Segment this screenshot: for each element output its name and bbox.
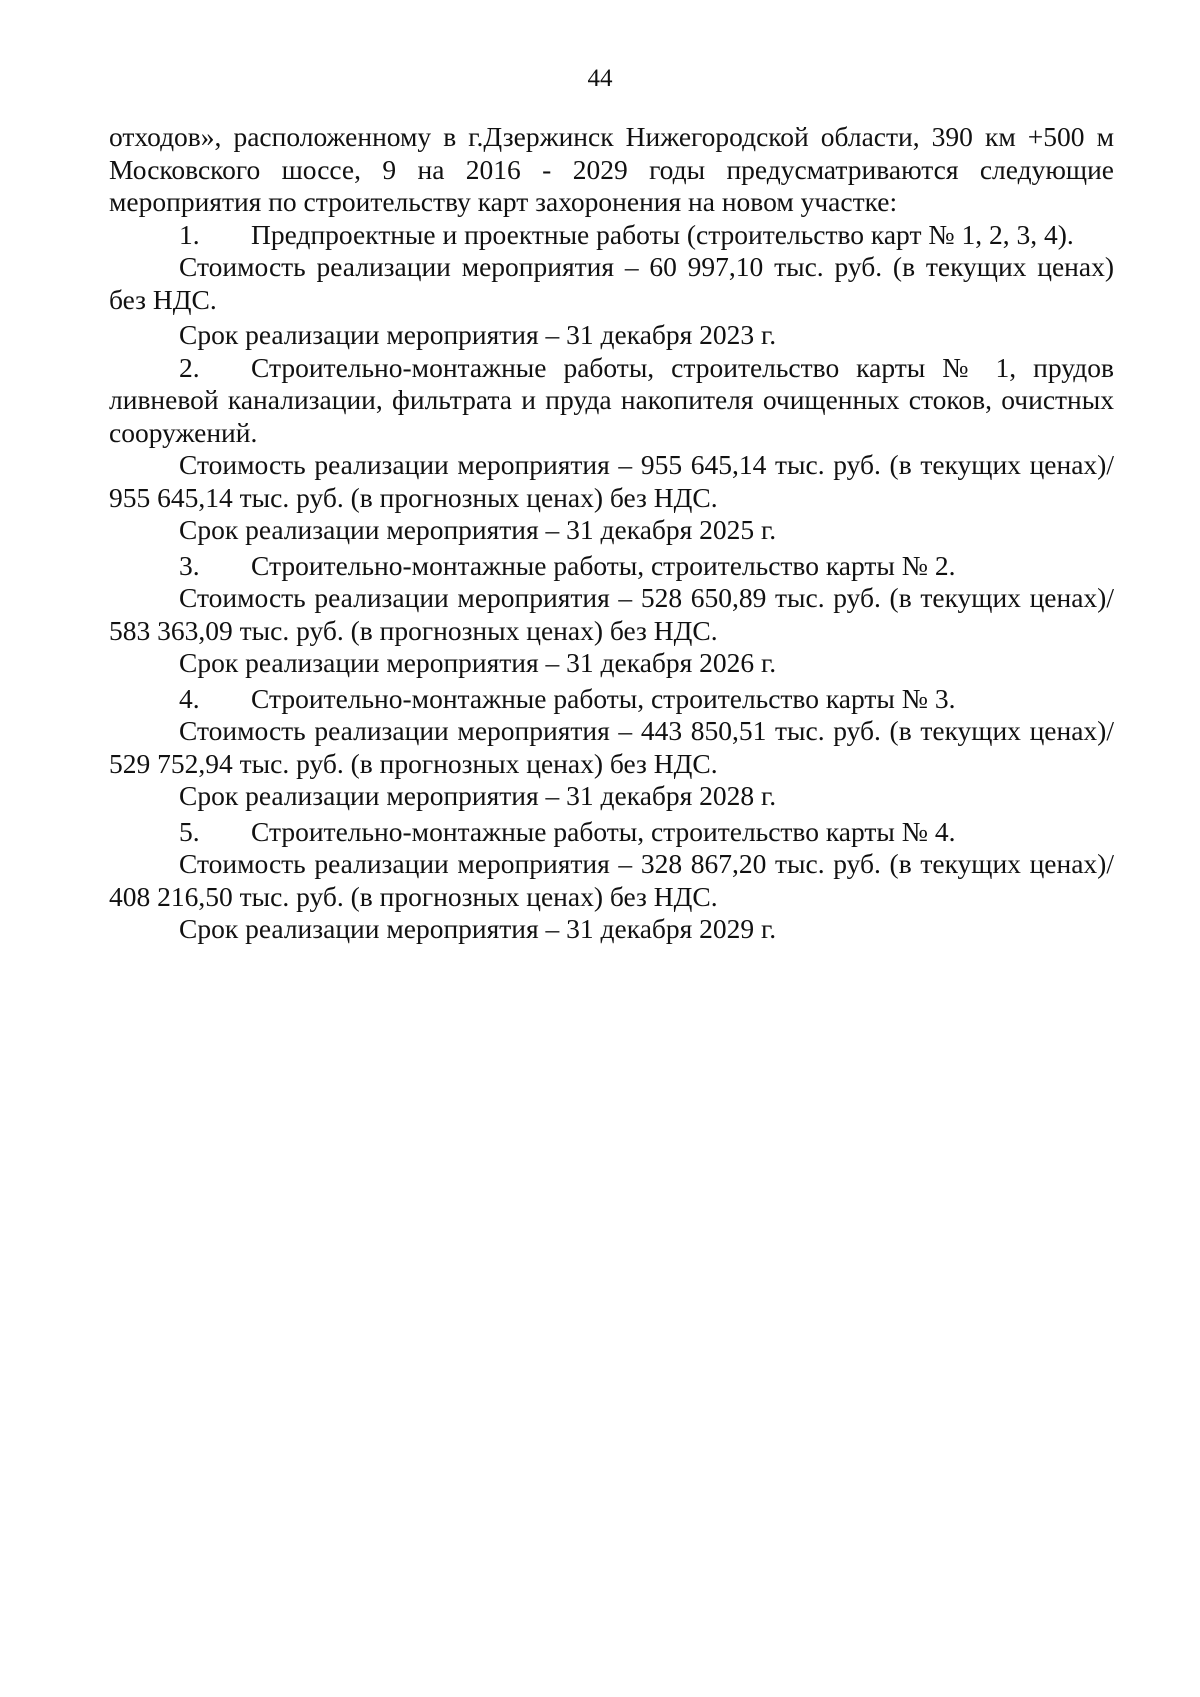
item-number: 3.: [179, 549, 200, 581]
page-number: 44: [587, 65, 613, 92]
item-title: Предпроектные и проектные работы (строительство карт № 1, 2, 3, 4).: [251, 218, 1074, 250]
item-deadline: Срок реализации мероприятия – 31 декабря 2025 г.: [179, 514, 777, 545]
list-item-5: [109, 816, 1114, 849]
item-deadline: Срок реализации мероприятия – 31 декабря 2026 г.: [179, 647, 777, 678]
item-cost: Стоимость реализации мероприятия – 328 867,20 тыс. руб. (в текущих ценах)/ 408 216,50 тыс. руб. (в прогнозных ценах) без НДС.: [109, 848, 1114, 912]
item-title: Строительно-монтажные работы, строительство карты № 3.: [251, 682, 956, 714]
item-number: 5.: [179, 815, 200, 847]
intro-paragraph: отходов», расположенному в г.Дзержинск Нижегородской области, 390 км +500 м Московского шоссе, 9 на 2016 - 2029 годы предусматриваются следующие мероприятия по строительству карт захоронения на новом участке:: [109, 121, 1114, 217]
item-cost: Стоимость реализации мероприятия – 955 645,14 тыс. руб. (в текущих ценах)/ 955 645,14 тыс. руб. (в прогнозных ценах) без НДС.: [109, 449, 1114, 513]
item-deadline: Срок реализации мероприятия – 31 декабря 2029 г.: [179, 913, 777, 944]
item-title: Строительно-монтажные работы, строительство карты № 4.: [251, 815, 956, 847]
item-number: 2.: [179, 351, 200, 383]
item-title: Строительно-монтажные работы, строительство карты № 2.: [251, 549, 956, 581]
list-item-3: [109, 550, 1114, 583]
item-title: Строительно-монтажные работы, строительство карты № 1, прудов ливневой канализации, фильтрата и пруда накопителя очищенных стоков, очистных сооружений.: [109, 351, 1114, 448]
list-item-4: [109, 683, 1114, 716]
item-deadline: Срок реализации мероприятия – 31 декабря 2023 г.: [179, 319, 777, 350]
list-item-1: [109, 219, 1114, 252]
item-deadline: Срок реализации мероприятия – 31 декабря 2028 г.: [179, 780, 777, 811]
document-body: [109, 121, 1114, 946]
item-number: 4.: [179, 682, 200, 714]
item-number: 1.: [179, 218, 200, 250]
item-cost: Стоимость реализации мероприятия – 443 850,51 тыс. руб. (в текущих ценах)/ 529 752,94 тыс. руб. (в прогнозных ценах) без НДС.: [109, 715, 1114, 779]
item-cost: Стоимость реализации мероприятия – 528 650,89 тыс. руб. (в текущих ценах)/ 583 363,09 тыс. руб. (в прогнозных ценах) без НДС.: [109, 582, 1114, 646]
list-item-2: [109, 352, 1114, 450]
item-cost: Стоимость реализации мероприятия – 60 997,10 тыс. руб. (в текущих ценах) без НДС.: [109, 251, 1114, 315]
